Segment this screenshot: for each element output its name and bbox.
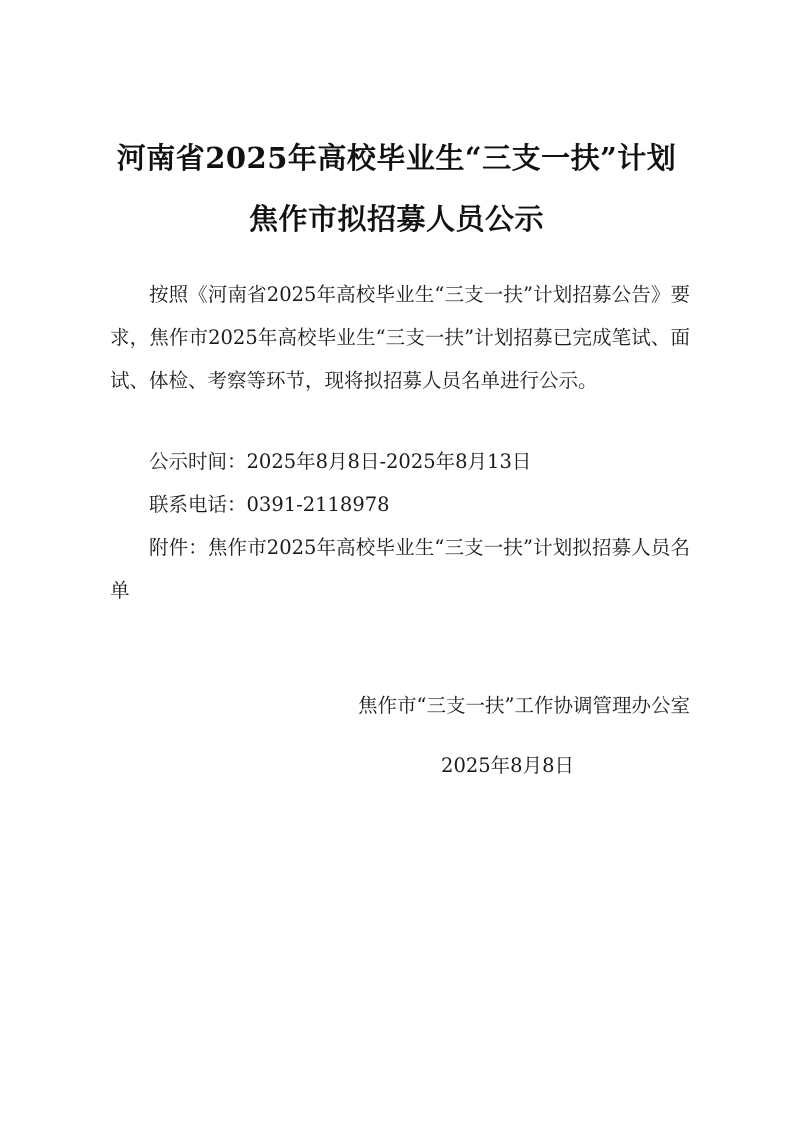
- signature-organization: 焦作市“三支一扶”工作协调管理办公室: [358, 694, 690, 717]
- document-title-line-2: 焦作市拟招募人员公示: [248, 202, 544, 236]
- intro-section: [110, 273, 690, 402]
- publicity-time: 公示时间：2025年8月8日-2025年8月13日: [149, 450, 532, 473]
- signature-date: 2025年8月8日: [441, 754, 574, 777]
- contact-section: [110, 483, 690, 526]
- attachment-section: [110, 526, 690, 612]
- contact-phone: 联系电话：0391-2118978: [149, 493, 390, 516]
- attachment-line: 附件：焦作市2025年高校毕业生“三支一扶”计划拟招募人员名单: [110, 536, 690, 602]
- document-title-line-1: 河南省2025年高校毕业生“三支一扶”计划: [116, 141, 677, 175]
- publicity-time-section: [110, 440, 690, 483]
- intro-paragraph: 按照《河南省2025年高校毕业生“三支一扶”计划招募公告》要求，焦作市2025年高校毕业生“三支一扶”计划招募已完成笔试、面试、体检、考察等环节，现将拟招募人员名单进行公示。: [110, 283, 690, 392]
